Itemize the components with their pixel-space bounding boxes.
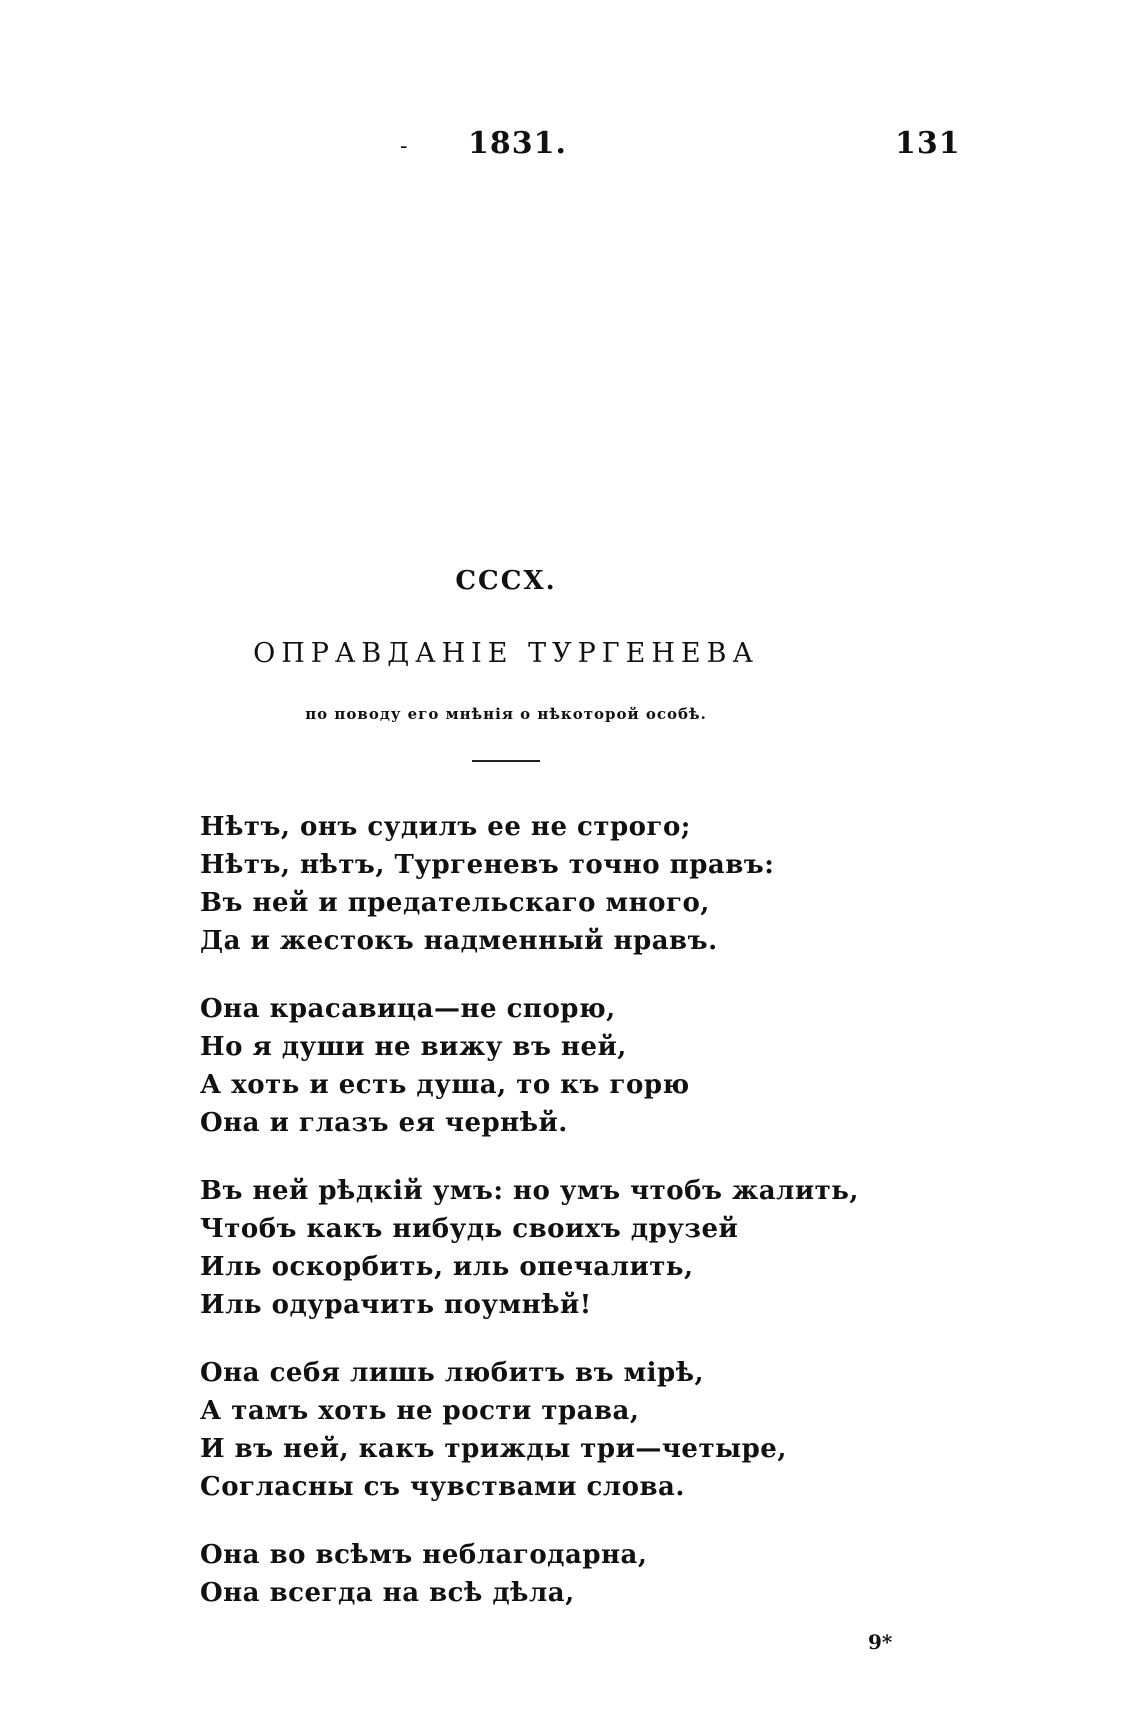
running-header xyxy=(0,126,1140,166)
stanza xyxy=(200,808,980,960)
stanza xyxy=(200,1172,980,1324)
poem-line: Но я души не вижу въ ней, xyxy=(200,1032,627,1062)
poem-line: Въ ней и предательскаго много, xyxy=(200,888,710,918)
poem-title: ОПРАВДАНІЕ ТУРГЕНЕВА xyxy=(253,638,759,669)
poem-line: Да и жестокъ надменный нравъ. xyxy=(200,926,718,956)
poem-line: А хоть и есть душа, то къ горю xyxy=(200,1070,690,1100)
header-dash: - xyxy=(400,134,408,159)
stanza xyxy=(200,1354,980,1506)
title-divider xyxy=(472,760,540,762)
poem-number: CCCX. xyxy=(455,566,557,596)
poem-subtitle: по поводу его мнѣнія о нѣкоторой особѣ. xyxy=(305,705,707,723)
poem-line: Она и глазъ ея чернѣй. xyxy=(200,1108,568,1138)
page-number: 131 xyxy=(895,126,961,161)
poem-line: Она себя лишь любитъ въ мірѣ, xyxy=(200,1358,705,1388)
poem-line: Она красавица—не спорю, xyxy=(200,994,616,1024)
stanza xyxy=(200,1536,980,1612)
poem-line: Нѣтъ, онъ судилъ ее не строго; xyxy=(200,812,691,842)
poem-line: Въ ней рѣдкій умъ: но умъ чтобъ жалить, xyxy=(200,1176,859,1206)
poem-line: И въ ней, какъ трижды три—четыре, xyxy=(200,1434,787,1464)
poem-line: Чтобъ какъ нибудь своихъ друзей xyxy=(200,1214,739,1244)
poem-line: Она всегда на всѣ дѣла, xyxy=(200,1578,575,1608)
poem-line: Нѣтъ, нѣтъ, Тургеневъ точно правъ: xyxy=(200,850,775,880)
poem-line: А тамъ хоть не рости трава, xyxy=(200,1396,640,1426)
signature-mark: 9* xyxy=(868,1630,893,1654)
poem-line: Иль одурачить поумнѣй! xyxy=(200,1290,592,1320)
poem-line: Она во всѣмъ неблагодарна, xyxy=(200,1540,648,1570)
poem-line: Согласны съ чувствами слова. xyxy=(200,1472,685,1502)
poem-line: Иль оскорбить, иль опечалить, xyxy=(200,1252,694,1282)
stanza xyxy=(200,990,980,1142)
poem-body xyxy=(200,808,980,1642)
header-year: 1831. xyxy=(468,126,567,161)
